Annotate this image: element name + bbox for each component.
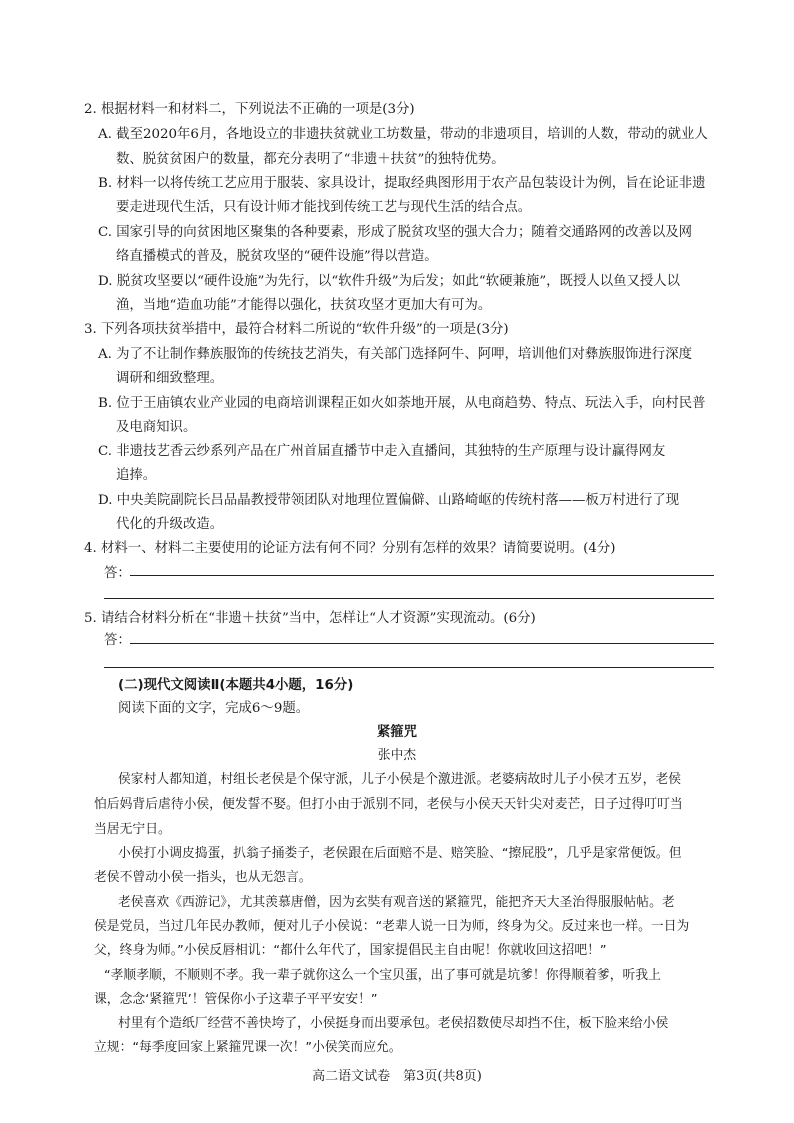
q2-option-a-cont: 数、脱贫贫困户的数量，都充分表明了“非遗＋扶贫”的独特优势。 [116,152,505,167]
story-p1-line2: 怕后妈背后虐待小侯，便发誓不娶。但打小由于派别不同，老侯与小侯天天针尖对麦芒，日子过得叮叮当 [94,797,683,812]
q4-answer-line-1[interactable] [130,575,714,576]
q5-answer-label: 答： [104,633,131,648]
q3-option-c-cont: 追捧。 [116,468,157,483]
q2-stem: 2. 根据材料一和材料二，下列说法不正确的一项是(3分) [84,102,415,117]
q3-option-d: D. 中央美院副院长吕品晶教授带领团队对地理位置偏僻、山路崎岖的传统村落——板万村进行了现 [98,493,680,508]
story-title: 紧箍咒 [376,725,418,740]
story-p4-line2: 课，念念‘紧箍咒’！管保你小子这辈子平平安安！” [94,992,378,1007]
story-p3-line1: 老侯喜欢《西游记》，尤其羡慕唐僧，因为玄奘有观音送的紧箍咒，能把齐天大圣治得服服帖帖。老 [118,895,675,910]
q2-option-b: B. 材料一以将传统工艺应用于服装、家具设计，提取经典图形用于农产品包装设计为例，旨在论证非遗 [98,176,706,191]
q2-option-d: D. 脱贫攻坚要以“硬件设施”为先行，以“软件升级”为后发；如此“软硬兼施”，既授人以鱼又授人以 [98,274,681,289]
q4-answer-line-2[interactable] [104,598,714,599]
q3-option-a: A. 为了不让制作彝族服饰的传统技艺消失，有关部门选择阿牛、阿呷，培训他们对彝族服饰进行深度 [98,347,692,362]
q2-option-c: C. 国家引导的向贫困地区聚集的各种要素，形成了脱贫攻坚的强大合力；随着交通路网的改善以及网 [98,225,693,240]
section-heading: (二)现代文阅读Ⅱ(本题共4小题，16分) [118,678,354,693]
q4-stem: 4. 材料一、材料二主要使用的论证方法有何不同？分别有怎样的效果？请简要说明。(4分) [84,541,616,556]
q2-option-d-cont: 渔，当地“造血功能”才能得以强化，扶贫攻坚才更加大有可为。 [116,298,492,313]
story-p3-line2: 侯是党员，当过几年民办教师，便对儿子小侯说：“老辈人说一日为师，终身为父。反过来也一样。一日为 [94,919,690,934]
q3-option-b-cont: 及电商知识。 [116,420,197,435]
q2-option-c-cont: 络直播模式的普及，脱贫攻坚的“硬件设施”得以营造。 [116,249,438,264]
story-p1-line1: 侯家村人都知道，村组长老侯是个保守派，儿子小侯是个激进派。老婆病故时儿子小侯才五岁，老侯 [118,772,682,787]
q3-option-c: C. 非遗技艺香云纱系列产品在广州首届直播节中走入直播间，其独特的生产原理与设计赢得网友 [98,444,666,459]
story-p2-line2: 老侯不曾动小侯一指头，也从无怨言。 [94,870,312,885]
story-author: 张中杰 [377,748,417,763]
q5-answer-line-2[interactable] [104,667,714,668]
section-instruction: 阅读下面的文字，完成6～9题。 [118,701,310,716]
q4-answer-label: 答： [104,566,131,581]
q3-option-b: B. 位于王庙镇农业产业园的电商培训课程正如火如荼地开展，从电商趋势、特点、玩法入手，向村民普 [98,396,706,411]
q5-stem: 5. 请结合材料分析在“非遗＋扶贫”当中，怎样让“人才资源”实现流动。(6分) [84,611,536,626]
q5-answer-line-1[interactable] [130,643,714,644]
story-p5-line2: 立规：“每季度回家上紧箍咒课一次！”小侯笑而应允。 [94,1040,402,1055]
q3-option-a-cont: 调研和细致整理。 [116,371,224,386]
q3-stem: 3. 下列各项扶贫举措中，最符合材料二所说的“软件升级”的一项是(3分) [84,322,509,337]
story-p3-line3: 父，终身为师。”小侯反唇相讥：“都什么年代了，国家提倡民主自由呢！你就收回这招吧！” [94,943,607,958]
q2-option-a: A. 截至2020年6月，各地设立的非遗扶贫就业工坊数量，带动的非遗项目，培训的人数，带动的就业人 [98,127,708,142]
story-p4-line1: “孝顺孝顺，不顺则不孝。我一辈子就你这么一个宝贝蛋，出了事可就是坑爹！你得顺着爹，听我上 [104,968,661,983]
story-p1-line3: 当居无宁日。 [94,822,171,837]
q2-option-b-cont: 要走进现代生活，只有设计师才能找到传统工艺与现代生活的结合点。 [116,200,532,215]
story-p2-line1: 小侯打小调皮捣蛋，扒翁子捅娄子，老侯跟在后面赔不是、赔笑脸、“擦屁股”，几乎是家常便饭。但 [118,846,682,861]
story-p5-line1: 村里有个造纸厂经营不善快垮了，小侯挺身而出要承包。老侯招数使尽却挡不住，板下脸来给小侯 [118,1016,669,1031]
q3-option-d-cont: 代化的升级改造。 [116,517,224,532]
page-footer: 高二语文试卷 第3页(共8页) [312,1069,482,1084]
